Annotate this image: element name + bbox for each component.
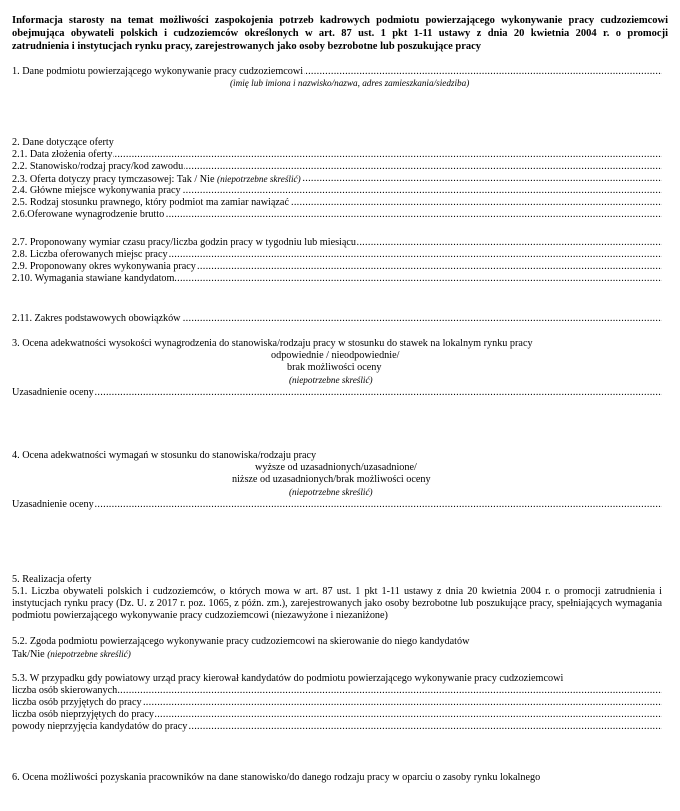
section-3-option-2: brak możliwości oceny <box>287 362 382 373</box>
section-1-title[interactable]: 1. Dane podmiotu powierzającego wykonywanie pracy cudzoziemcowi ..... <box>12 66 662 78</box>
section-3-title: 3. Ocena adekwatności wysokości wynagrodzenia do stanowiska/rodzaju pracy w stosunku do stawek na lokalnym rynku pracy <box>12 338 533 349</box>
section-4-hint: (niepotrzebne skreślić) <box>289 487 373 497</box>
header-line-2: obejmująca obywateli polskich i cudzoziemców określonych w art. 87 ust. 1 pkt 1-11 ustawy z dnia 20 kwietnia 2004 r. o promocji <box>12 28 668 39</box>
field-2-4[interactable]: 2.4. Główne miejsce wykonywania pracy ..... <box>12 185 662 197</box>
field-2-1[interactable]: 2.1. Data złożenia oferty ..... <box>12 149 662 161</box>
document-header <box>12 14 668 53</box>
section-5-2-choice: Tak/Nie (niepotrzebne skreślić) <box>12 649 131 660</box>
section-5-3-text: 5.3. W przypadku gdy powiatowy urząd pracy kierował kandydatów do podmiotu powierzającego wykonywanie pracy cudzoziemcowi <box>12 673 564 684</box>
field-hired-count[interactable]: liczba osób przyjętych do pracy ..... <box>12 697 662 709</box>
field-2-9[interactable]: 2.9. Proponowany okres wykonywania pracy ..... <box>12 261 662 273</box>
section-4-option-2: niższe od uzasadnionych/brak możliwości oceny <box>232 474 431 485</box>
section-3-hint: (niepotrzebne skreślić) <box>289 375 373 385</box>
section-5-1-text: 5.1. Liczba obywateli polskich i cudzoziemców, o których mowa w art. 87 ust. 1 pkt 1-11 ustawy z dnia 20 kwietnia 2004 r. o promocji zatrudnienia i instytucjach rynku pracy (Dz. U. z 2017 r. poz. 1065, z późn. zm.), zarejestrowanych jako osoby bezrobotne lub poszukujące pracy, spełniających wymagania podmiotu powierzającego wykonywanie pracy cudzoziemcowi (niezawyżone i niezaniżone) <box>12 586 662 621</box>
section-6-title: 6. Ocena możliwości pozyskania pracowników na dane stanowisko/do danego rodzaju pracy w oparciu o zasoby rynku lokalnego <box>12 772 541 783</box>
field-2-8[interactable]: 2.8. Liczba oferowanych miejsc pracy ..... <box>12 249 662 261</box>
field-2-10[interactable]: 2.10. Wymagania stawiane kandydatom ..... <box>12 273 662 285</box>
section-4-justification[interactable]: Uzasadnienie oceny ..... <box>12 499 662 511</box>
field-2-11[interactable]: 2.11. Zakres podstawowych obowiązków ..... <box>12 313 662 325</box>
field-not-hired-count[interactable]: liczba osób nieprzyjętych do pracy ..... <box>12 709 662 721</box>
field-2-3[interactable]: 2.3. Oferta dotyczy pracy tymczasowej: Tak / Nie (niepotrzebne skreślić) ..... <box>12 173 662 186</box>
section-5-2-text: 5.2. Zgoda podmiotu powierzającego wykonywanie pracy cudzoziemcowi na skierowanie do niego kandydatów <box>12 636 470 647</box>
section-4-title: 4. Ocena adekwatności wymagań w stosunku do stanowiska/rodzaju pracy <box>12 450 317 461</box>
field-2-7[interactable]: 2.7. Proponowany wymiar czasu pracy/liczba godzin pracy w tygodniu lub miesiącu ..... <box>12 237 662 249</box>
section-2-title: 2. Dane dotyczące oferty <box>12 137 114 148</box>
section-1-hint: (imię lub imiona i nazwisko/nazwa, adres zamieszkania/siedziba) <box>230 78 470 88</box>
section-4-option-1: wyższe od uzasadnionych/uzasadnione/ <box>255 462 417 473</box>
section-3-option-1: odpowiednie / nieodpowiednie/ <box>271 350 400 361</box>
header-line-1: Informacja starosty na temat możliwości zaspokojenia potrzeb kadrowych podmiotu powierzającego wykonywanie pracy cudzoziemcowi <box>12 15 668 26</box>
field-2-5[interactable]: 2.5. Rodzaj stosunku prawnego, który podmiot ma zamiar nawiązać ..... <box>12 197 662 209</box>
header-line-3: zatrudnienia i instytucjach rynku pracy, zarejestrowanych jako osoby bezrobotne lub poszukujące pracy <box>12 41 482 52</box>
field-2-2[interactable]: 2.2. Stanowisko/rodzaj pracy/kod zawodu ..... <box>12 161 662 173</box>
field-referred-count[interactable]: liczba osób skierowanych ..... <box>12 685 662 697</box>
section-5-title: 5. Realizacja oferty <box>12 574 92 585</box>
field-2-6[interactable]: 2.6.Oferowane wynagrodzenie brutto ..... <box>12 209 662 221</box>
section-3-justification[interactable]: Uzasadnienie oceny ..... <box>12 387 662 399</box>
field-rejection-reasons[interactable]: powody nieprzyjęcia kandydatów do pracy ..... <box>12 721 662 733</box>
